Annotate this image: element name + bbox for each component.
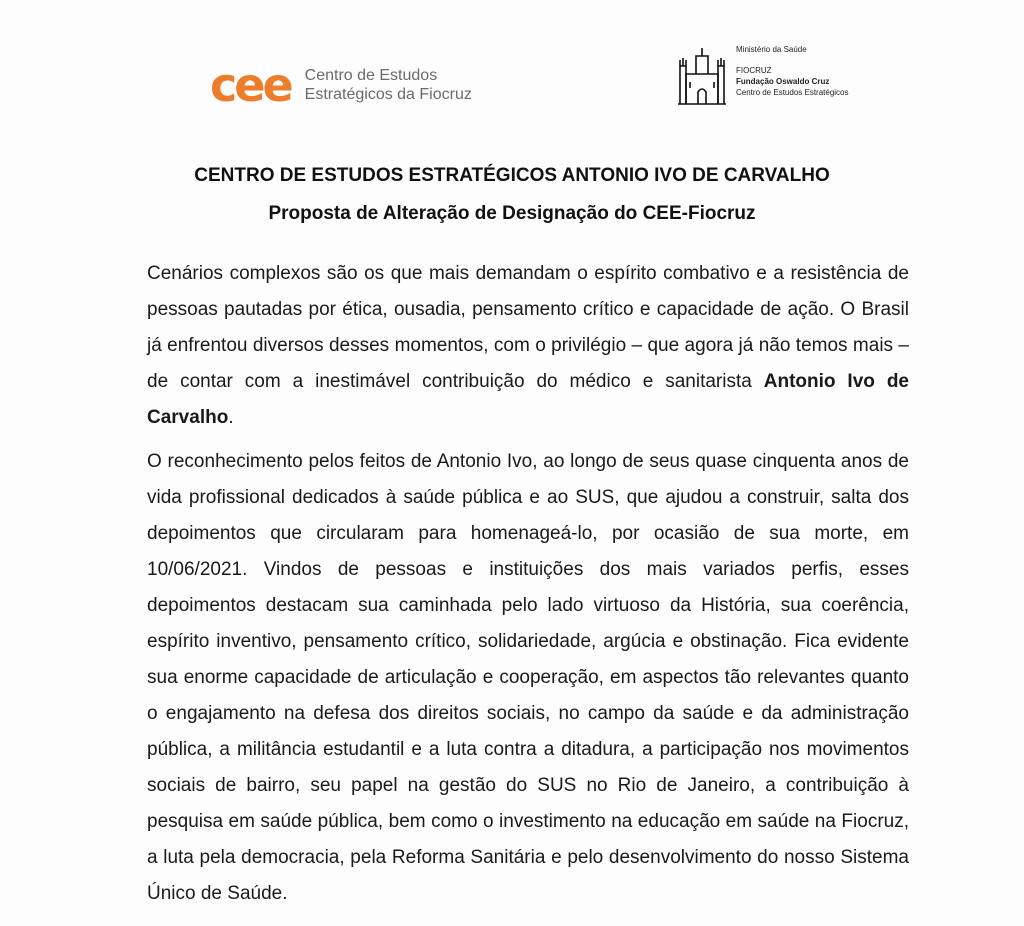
fundacao-label: Fundação Oswaldo Cruz: [736, 77, 830, 86]
cee-fiocruz-label: Centro de Estudos Estratégicos: [736, 88, 849, 97]
ministry-label: Ministério da Saúde: [736, 45, 807, 54]
document-subtitle: Proposta de Alteração de Designação do CEE-Fiocruz: [268, 203, 756, 224]
fiocruz-label: FIOCRUZ: [736, 66, 772, 75]
paragraph-1-text: Cenários complexos são os que mais demandam o espírito combativo e a resistência de pessoas pautadas por ética, ousadia, pensamento crítico e capacidade de ação. O Brasil já enfrentou diversos desses momentos, com o privilégio – que agora já não temos mais – de contar com a inestimável contribuição do médico e sanitarista: [147, 263, 909, 392]
fiocruz-logo-text: [736, 44, 849, 98]
paragraph-1: [147, 256, 909, 436]
paragraph-2: O reconhecimento pelos feitos de Antonio Ivo, ao longo de seus quase cinquenta anos de vida profissional dedicados à saúde pública e ao SUS, que ajudou a construir, salta dos depoimentos que circularam para homenageá-lo, por ocasião de sua morte, em 10/06/2021. Vindos de pessoas e instituições dos mais variados perfis, esses depoimentos destacam sua caminhada pelo lado virtuoso da História, sua coerência, espírito inventivo, pensamento crítico, solidariedade, argúcia e obstinação. Fica evidente sua enorme capacidade de articulação e cooperação, em aspectos tão relevantes quanto o engajamento na defesa dos direitos sociais, no campo da saúde e da administração pública, a militância estudantil e a luta contra a ditadura, a participação nos movimentos sociais de bairro, seu papel na gestão do SUS no Rio de Janeiro, a contribuição à pesquisa em saúde pública, bem como o investimento na educação em saúde na Fiocruz, a luta pela democracia, pela Reforma Sanitária e pelo desenvolvimento do nosso Sistema Único de Saúde.: [147, 451, 909, 904]
cee-logo-line2: Estratégicos da Fiocruz: [304, 86, 472, 103]
cee-logo: [210, 58, 472, 112]
fiocruz-logo: [676, 44, 849, 106]
document-body: [147, 256, 909, 920]
document-title: CENTRO DE ESTUDOS ESTRATÉGICOS ANTONIO IVO DE CARVALHO: [194, 165, 830, 186]
castle-icon: [676, 44, 728, 106]
cee-logo-line1: Centro de Estudos: [304, 67, 438, 84]
cee-logo-mark: cee: [210, 58, 291, 112]
paragraph-1-end: .: [228, 407, 234, 428]
paragraph-1-name: Antonio Ivo de Carvalho: [147, 371, 909, 428]
cee-logo-text: [305, 66, 472, 104]
